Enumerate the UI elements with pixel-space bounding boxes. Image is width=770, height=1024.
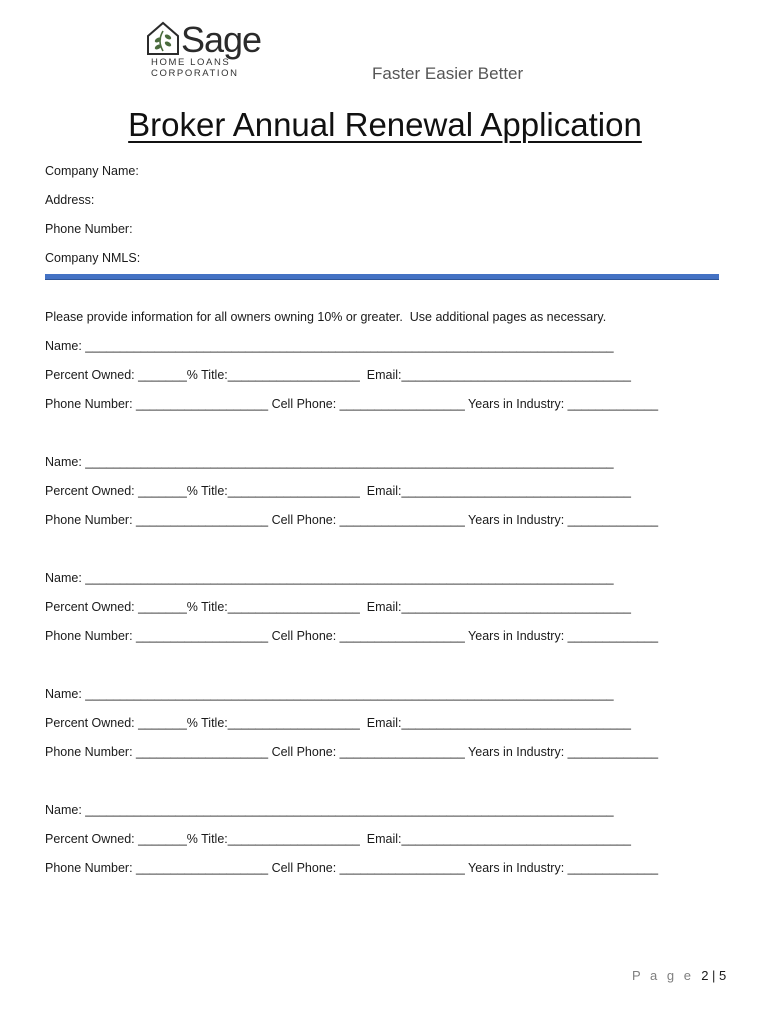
company-name-field[interactable]: Company Name:: [45, 164, 139, 178]
owner-2-name-line[interactable]: Name: ____________________________________________________________________________: [45, 455, 614, 469]
owner-4-phone-line[interactable]: Phone Number: ___________________ Cell Phone: __________________ Years in Industry: _____________: [45, 745, 659, 759]
instructions-text: Please provide information for all owners owning 10% or greater. Use additional pages as necessary.: [45, 310, 607, 324]
owner-4-name-line[interactable]: Name: ____________________________________________________________________________: [45, 687, 614, 701]
owner-3-percent-line[interactable]: Percent Owned: _______% Title:___________________ Email:_________________________________: [45, 600, 631, 614]
logo-subtitle-line2: CORPORATION: [151, 68, 239, 79]
owner-5-name-line[interactable]: Name: ____________________________________________________________________________: [45, 803, 614, 817]
company-nmls-field[interactable]: Company NMLS:: [45, 251, 141, 265]
house-leaf-icon: [145, 18, 181, 58]
company-logo: [145, 18, 275, 80]
owner-5-percent-line[interactable]: Percent Owned: _______% Title:___________________ Email:_________________________________: [45, 832, 631, 846]
document-title: Broker Annual Renewal Application: [128, 106, 642, 143]
owner-2-percent-line[interactable]: Percent Owned: _______% Title:___________________ Email:_________________________________: [45, 484, 631, 498]
phone-number-field[interactable]: Phone Number:: [45, 222, 133, 236]
owner-3-phone-line[interactable]: Phone Number: ___________________ Cell Phone: __________________ Years in Industry: _____________: [45, 629, 659, 643]
page-number: 2 | 5: [701, 968, 727, 983]
tagline: Faster Easier Better: [372, 64, 524, 83]
owner-1-name-line[interactable]: Name: ____________________________________________________________________________: [45, 339, 614, 353]
owner-1-percent-line[interactable]: Percent Owned: _______% Title:___________________ Email:_________________________________: [45, 368, 631, 382]
owner-1-phone-line[interactable]: Phone Number: ___________________ Cell Phone: __________________ Years in Industry: _____________: [45, 397, 659, 411]
logo-subtitle-line1: HOME LOANS: [151, 57, 231, 68]
address-field[interactable]: Address:: [45, 193, 95, 207]
section-divider: [45, 274, 719, 280]
owner-3-name-line[interactable]: Name: ____________________________________________________________________________: [45, 571, 614, 585]
owner-2-phone-line[interactable]: Phone Number: ___________________ Cell Phone: __________________ Years in Industry: _____________: [45, 513, 659, 527]
logo-wordmark: Sage: [181, 19, 262, 60]
page-label: P a g e: [632, 968, 694, 983]
owner-4-percent-line[interactable]: Percent Owned: _______% Title:___________________ Email:_________________________________: [45, 716, 631, 730]
owner-5-phone-line[interactable]: Phone Number: ___________________ Cell Phone: __________________ Years in Industry: _____________: [45, 861, 659, 875]
page-footer: [632, 968, 726, 983]
